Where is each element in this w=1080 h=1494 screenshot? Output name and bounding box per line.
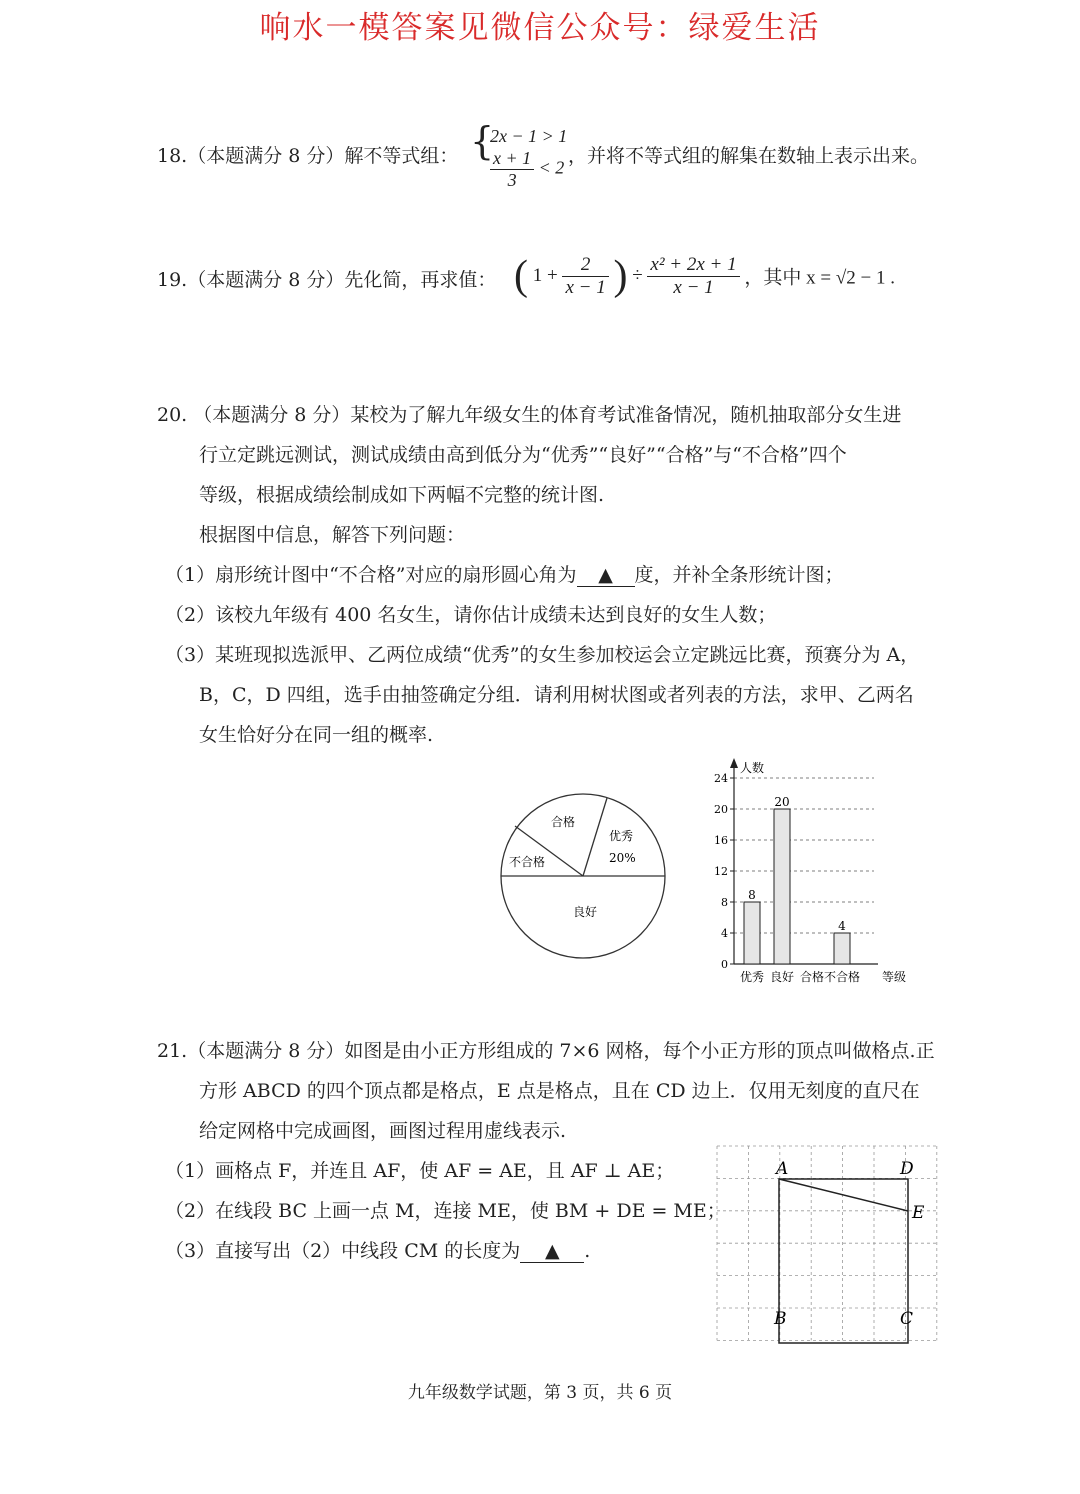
q19-frac2-num: x² + 2x + 1 [647, 254, 739, 277]
grid-figure [712, 1142, 948, 1344]
pie-label-youxiu: 优秀 [609, 829, 634, 843]
q19-expression [514, 252, 895, 300]
x-tick-label: 优秀 [739, 970, 765, 984]
y-tick-label: 20 [714, 803, 728, 816]
y-tick-label: 24 [714, 772, 728, 785]
bar-chart [700, 752, 920, 992]
bar [774, 809, 790, 964]
q18-fraction [490, 148, 534, 191]
y-tick-label: 4 [721, 927, 728, 940]
q20-sub1-text-a: （1）扇形统计图中“不合格”对应的扇形圆心角为 [165, 564, 577, 586]
q21-sub-3 [165, 1236, 590, 1263]
y-tick-label: 0 [721, 958, 728, 971]
segment-ae [779, 1179, 908, 1211]
q21-sub3-text-b: . [584, 1240, 591, 1262]
q18-frac-num: x + 1 [490, 148, 534, 170]
q19-label: 19.（本题满分 8 分）先化简，再求值： [157, 269, 497, 291]
q18-tail: ，并将不等式组的解集在数轴上表示出来。 [568, 145, 930, 167]
bar-data-label: 8 [748, 888, 756, 902]
q19-fraction-1 [562, 254, 608, 299]
q19-fraction-2 [647, 254, 739, 299]
q21-sub3-text-a: （3）直接写出（2）中线段 CM 的长度为 [165, 1240, 521, 1262]
pie-chart [495, 790, 675, 960]
page-header-title: 响水一模答案见微信公众号：绿爱生活 [259, 10, 821, 46]
pie-label-youxiu-percent: 20% [609, 851, 636, 865]
bar-data-label: 4 [838, 919, 846, 933]
q20-sub1-text-b: 度，并补全条形统计图； [634, 564, 844, 586]
q19-one-plus: 1 + [532, 265, 558, 286]
bar [834, 933, 850, 964]
q20-line-2: 行立定跳远测试，测试成绩由高到低分为“优秀”“良好”“合格”与“不合格”四个 [199, 444, 847, 466]
q19-divide: ÷ [632, 265, 643, 286]
square-abcd [779, 1179, 908, 1343]
pie-divider-1 [583, 798, 607, 876]
answer-blank: ▲ [520, 1240, 584, 1263]
pie-label-buhege: 不合格 [509, 855, 546, 869]
y-axis-label: 人数 [740, 761, 765, 775]
point-label-d: D [900, 1159, 914, 1179]
q18-inequality-1: 2x − 1 > 1 [490, 126, 568, 146]
q21-line-2: 方形 ABCD 的四个顶点都是格点，E 点是格点，且在 CD 边上．仅用无刻度的直尺在 [199, 1080, 920, 1102]
x-axis-label: 等级 [882, 970, 907, 984]
point-label-a: A [776, 1159, 789, 1179]
q20-sub-3-line-3: 女生恰好分在同一组的概率. [199, 724, 434, 746]
q21-line-1: 21.（本题满分 8 分）如图是由小正方形组成的 7×6 网格，每个小正方形的顶点叫做格点.正 [157, 1040, 935, 1062]
q20-line-4: 根据图中信息，解答下列问题： [199, 524, 466, 546]
q20-sub-3-line-1: （3）某班现拟选派甲、乙两位成绩“优秀”的女生参加校运会立定跳远比赛，预赛分为 A， [165, 644, 920, 666]
left-paren-icon: ( [514, 253, 528, 299]
page-footer: 九年级数学试题，第 3 页，共 6 页 [407, 1383, 673, 1403]
q21-sub-2: （2）在线段 BC 上画一点 M，连接 ME，使 BM + DE = ME； [165, 1200, 726, 1222]
x-tick-label: 不合格 [823, 970, 861, 984]
pie-label-lianghao: 良好 [573, 905, 598, 919]
q20-line-1: 20. （本题满分 8 分）某校为了解九年级女生的体育考试准备情况，随机抽取部分女生进 [157, 404, 902, 426]
y-tick-label: 12 [714, 865, 728, 878]
right-paren-icon: ) [613, 253, 628, 299]
q20-sub-1 [165, 560, 844, 587]
q19-frac1-den: x − 1 [565, 276, 606, 298]
pie-label-hege: 合格 [551, 815, 576, 829]
q20-sub-3-line-2: B，C，D 四组，选手由抽签确定分组．请利用树状图或者列表的方法，求甲、乙两名 [199, 684, 914, 706]
answer-blank: ▲ [577, 564, 635, 587]
q19-frac1-num: 2 [562, 254, 608, 277]
y-tick-label: 8 [721, 896, 728, 909]
bar [744, 902, 760, 964]
brace-icon: { [470, 119, 495, 163]
bar-data-label: 20 [774, 795, 790, 809]
y-tick-label: 16 [714, 834, 728, 847]
x-tick-label: 良好 [769, 970, 795, 984]
q19-tail: ，其中 x = √2 − 1 . [744, 267, 895, 289]
point-label-b: B [774, 1309, 787, 1329]
q18-inequality-2 [490, 148, 564, 191]
q18-rhs: < 2 [538, 157, 565, 178]
q21-sub-1: （1）画格点 F，并连且 AF，使 AF = AE，且 AF ⊥ AE； [165, 1160, 675, 1182]
q18-frac-den: 3 [507, 170, 517, 190]
q21-line-3: 给定网格中完成画图，画图过程用虚线表示. [199, 1120, 567, 1142]
point-label-c: C [900, 1309, 914, 1329]
x-tick-label: 合格 [799, 970, 825, 984]
y-axis-arrow-icon [730, 758, 738, 768]
point-label-e: E [912, 1203, 925, 1223]
q19-frac2-den: x − 1 [673, 276, 714, 298]
q18-label: 18.（本题满分 8 分）解不等式组： [157, 145, 459, 167]
q20-line-3: 等级，根据成绩绘制成如下两幅不完整的统计图. [199, 484, 605, 506]
q20-sub-2: （2）该校九年级有 400 名女生，请你估计成绩未达到良好的女生人数； [165, 604, 777, 626]
